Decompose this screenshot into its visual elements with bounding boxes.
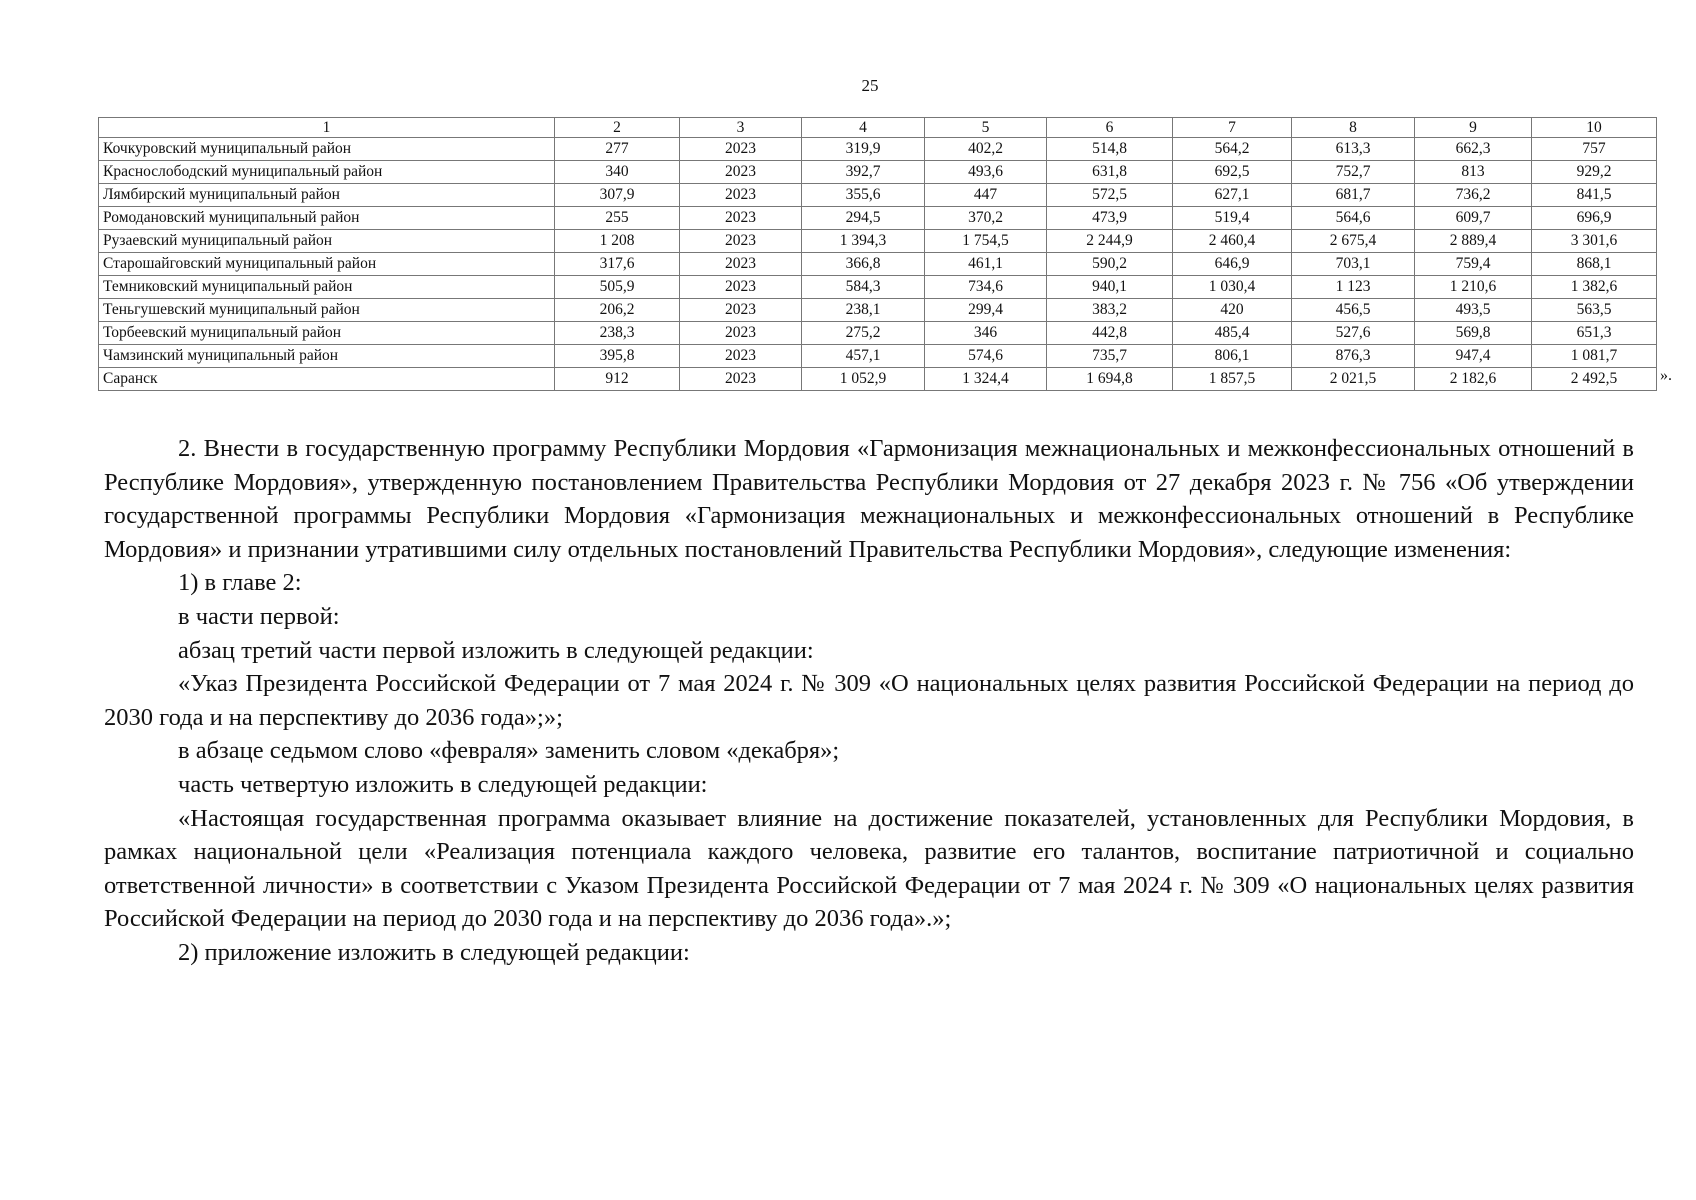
table-cell: 1 857,5 (1173, 368, 1292, 391)
table-cell: 383,2 (1047, 299, 1173, 322)
district-name-cell: Краснослободский муниципальный район (99, 161, 555, 184)
table-cell: 2023 (680, 207, 802, 230)
table-cell: 2023 (680, 138, 802, 161)
table-cell: 1 382,6 (1532, 276, 1657, 299)
table-cell: 752,7 (1292, 161, 1415, 184)
table-cell: 2023 (680, 322, 802, 345)
table-cell: 627,1 (1173, 184, 1292, 207)
table-row (99, 230, 1657, 253)
table-cell: 2023 (680, 345, 802, 368)
table-cell: 2 492,5 (1532, 368, 1657, 391)
table-cell: 1 754,5 (925, 230, 1047, 253)
table-cell: 696,9 (1532, 207, 1657, 230)
table-cell: 307,9 (555, 184, 680, 207)
paragraph-seventh-clause: в абзаце седьмом слово «февраля» заменить словом «декабря»; (178, 737, 840, 765)
table-cell: 703,1 (1292, 253, 1415, 276)
paragraph-third-clause: абзац третий части первой изложить в следующей редакции: (178, 636, 814, 664)
table-closing-quote: ». (1660, 367, 1672, 384)
table-cell: 461,1 (925, 253, 1047, 276)
district-name-cell: Саранск (99, 368, 555, 391)
table-cell: 1 208 (555, 230, 680, 253)
table-cell: 940,1 (1047, 276, 1173, 299)
table-cell: 2 244,9 (1047, 230, 1173, 253)
table-cell: 912 (555, 368, 680, 391)
table-cell: 868,1 (1532, 253, 1657, 276)
column-header: 1 (99, 118, 555, 138)
table-cell: 1 210,6 (1415, 276, 1532, 299)
table-cell: 340 (555, 161, 680, 184)
table-cell: 1 324,4 (925, 368, 1047, 391)
table-cell: 613,3 (1292, 138, 1415, 161)
column-header: 7 (1173, 118, 1292, 138)
table-cell: 275,2 (802, 322, 925, 345)
table-cell: 2023 (680, 184, 802, 207)
table-row (99, 184, 1657, 207)
table-cell: 1 394,3 (802, 230, 925, 253)
table-cell: 2023 (680, 161, 802, 184)
table-row (99, 207, 1657, 230)
district-name-cell: Торбеевский муниципальный район (99, 322, 555, 345)
table-cell: 519,4 (1173, 207, 1292, 230)
table-cell: 631,8 (1047, 161, 1173, 184)
table-cell: 2023 (680, 276, 802, 299)
table-cell: 564,2 (1173, 138, 1292, 161)
table-row (99, 368, 1657, 391)
table-cell: 1 694,8 (1047, 368, 1173, 391)
table-cell: 485,4 (1173, 322, 1292, 345)
table-cell: 2 021,5 (1292, 368, 1415, 391)
column-header: 10 (1532, 118, 1657, 138)
page-number: 25 (861, 76, 879, 95)
table-cell: 255 (555, 207, 680, 230)
table-cell: 346 (925, 322, 1047, 345)
paragraph-appendix: 2) приложение изложить в следующей редакции: (178, 938, 690, 966)
column-header: 2 (555, 118, 680, 138)
table-cell: 662,3 (1415, 138, 1532, 161)
table-cell: 527,6 (1292, 322, 1415, 345)
table-header-row (99, 118, 1657, 138)
table-cell: 584,3 (802, 276, 925, 299)
table-cell: 806,1 (1173, 345, 1292, 368)
district-name-cell: Лямбирский муниципальный район (99, 184, 555, 207)
paragraph-chapter-2: 1) в главе 2: (178, 569, 302, 597)
table-row (99, 276, 1657, 299)
table-cell: 238,3 (555, 322, 680, 345)
table-cell: 317,6 (555, 253, 680, 276)
district-name-cell: Темниковский муниципальный район (99, 276, 555, 299)
table-cell: 294,5 (802, 207, 925, 230)
table-cell: 2023 (680, 299, 802, 322)
table-cell: 456,5 (1292, 299, 1415, 322)
table-cell: 609,7 (1415, 207, 1532, 230)
paragraph-amendment-intro: 2. Внести в государственную программу Республики Мордовия «Гармонизация межнациональных и межконфессиональных отношений в Республике Мордовия», утвержденную постановлением Правительства Республики Мордовия от 27 декабря 2023 г. № 756 «Об утверждении государственной программы Республики Мордовия «Гармонизация межнациональных и межконфессиональных отношений в Республике Мордовия» и признании утратившими силу отдельных постановлений Правительства Республики Мордовия», следующие изменения: (104, 435, 1634, 563)
table-cell: 420 (1173, 299, 1292, 322)
table-cell: 366,8 (802, 253, 925, 276)
table-cell: 395,8 (555, 345, 680, 368)
table-cell: 757 (1532, 138, 1657, 161)
table-cell: 813 (1415, 161, 1532, 184)
column-header: 8 (1292, 118, 1415, 138)
table-cell: 734,6 (925, 276, 1047, 299)
table-cell: 735,7 (1047, 345, 1173, 368)
table-cell: 759,4 (1415, 253, 1532, 276)
table-cell: 2023 (680, 230, 802, 253)
table-cell: 206,2 (555, 299, 680, 322)
table-cell: 876,3 (1292, 345, 1415, 368)
table-cell: 929,2 (1532, 161, 1657, 184)
district-name-cell: Старошайговский муниципальный район (99, 253, 555, 276)
table-cell: 238,1 (802, 299, 925, 322)
table-cell: 572,5 (1047, 184, 1173, 207)
column-header: 9 (1415, 118, 1532, 138)
table-cell: 564,6 (1292, 207, 1415, 230)
table-cell: 1 030,4 (1173, 276, 1292, 299)
table-cell: 514,8 (1047, 138, 1173, 161)
table-cell: 355,6 (802, 184, 925, 207)
paragraph-part-one: в части первой: (178, 602, 340, 630)
paragraph-decree-quote: «Указ Президента Российской Федерации от 7 мая 2024 г. № 309 «О национальных целях развития Российской Федерации на период до 2030 года и на перспективу до 2036 года»;»; (104, 670, 1634, 731)
table-row (99, 345, 1657, 368)
table-cell: 2023 (680, 368, 802, 391)
table-cell: 473,9 (1047, 207, 1173, 230)
table-cell: 1 081,7 (1532, 345, 1657, 368)
table-cell: 1 052,9 (802, 368, 925, 391)
paragraph-part-four: часть четвертую изложить в следующей редакции: (178, 770, 708, 798)
table-cell: 651,3 (1532, 322, 1657, 345)
table-cell: 574,6 (925, 345, 1047, 368)
paragraph-program-influence: «Настоящая государственная программа оказывает влияние на достижение показателей, установленных для Республики Мордовия, в рамках национальной цели «Реализация потенциала каждого человека, развитие его талантов, воспитание патриотичной и социально ответственной личности» в соответствии с Указом Президента Российской Федерации от 7 мая 2024 г. № 309 «О национальных целях развития Российской Федерации на период до 2030 года и на перспективу до 2036 года».»; (104, 804, 1634, 933)
district-name-cell: Чамзинский муниципальный район (99, 345, 555, 368)
table-cell: 370,2 (925, 207, 1047, 230)
table-cell: 299,4 (925, 299, 1047, 322)
table-cell: 947,4 (1415, 345, 1532, 368)
table-cell: 681,7 (1292, 184, 1415, 207)
table-cell: 402,2 (925, 138, 1047, 161)
table-cell: 505,9 (555, 276, 680, 299)
table-cell: 563,5 (1532, 299, 1657, 322)
table-cell: 319,9 (802, 138, 925, 161)
column-header: 3 (680, 118, 802, 138)
district-name-cell: Теньгушевский муниципальный район (99, 299, 555, 322)
table-cell: 493,6 (925, 161, 1047, 184)
table-row (99, 161, 1657, 184)
table-row (99, 322, 1657, 345)
table-row (99, 253, 1657, 276)
table-cell: 2023 (680, 253, 802, 276)
table-cell: 2 460,4 (1173, 230, 1292, 253)
column-header: 4 (802, 118, 925, 138)
document-body (104, 432, 1634, 970)
table-cell: 493,5 (1415, 299, 1532, 322)
table-row (99, 299, 1657, 322)
table-cell: 277 (555, 138, 680, 161)
table-cell: 447 (925, 184, 1047, 207)
table-cell: 692,5 (1173, 161, 1292, 184)
table-cell: 392,7 (802, 161, 925, 184)
table-cell: 442,8 (1047, 322, 1173, 345)
table-cell: 569,8 (1415, 322, 1532, 345)
table-cell: 3 301,6 (1532, 230, 1657, 253)
district-name-cell: Рузаевский муниципальный район (99, 230, 555, 253)
table-cell: 590,2 (1047, 253, 1173, 276)
table-row (99, 138, 1657, 161)
column-header: 5 (925, 118, 1047, 138)
column-header: 6 (1047, 118, 1173, 138)
table-cell: 2 675,4 (1292, 230, 1415, 253)
table-cell: 736,2 (1415, 184, 1532, 207)
table-cell: 1 123 (1292, 276, 1415, 299)
table-cell: 457,1 (802, 345, 925, 368)
district-name-cell: Кочкуровский муниципальный район (99, 138, 555, 161)
table-cell: 646,9 (1173, 253, 1292, 276)
table-cell: 841,5 (1532, 184, 1657, 207)
district-values-table (98, 117, 1657, 391)
table-cell: 2 889,4 (1415, 230, 1532, 253)
district-name-cell: Ромодановский муниципальный район (99, 207, 555, 230)
table-cell: 2 182,6 (1415, 368, 1532, 391)
